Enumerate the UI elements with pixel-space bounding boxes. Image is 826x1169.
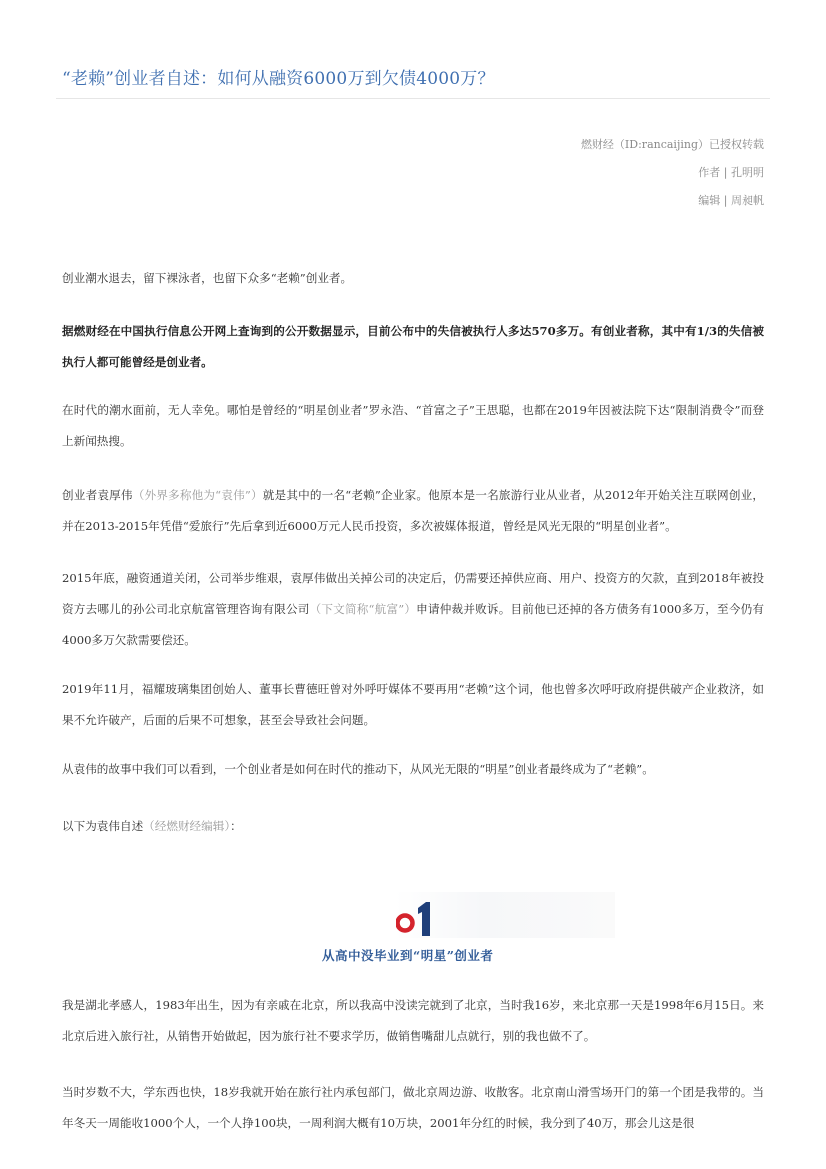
aside-note: （经燃财经编辑） bbox=[143, 819, 231, 833]
text-run: 就是其中的一名“老赖”企业家。他原本是一名旅游行业从业者，从2012年开始关注互联网创业，并在2013-2015年凭借“爱旅行”先后拿到近6000万元人民币投资，多次被媒体报道，曾经是风光无限的“明星创业者”。 bbox=[62, 488, 764, 533]
text-run: 创业者袁厚伟 bbox=[62, 488, 133, 502]
paragraph-narration-lead bbox=[62, 811, 764, 842]
editor-credit: 编辑 | 周昶帆 bbox=[698, 194, 764, 207]
section-01-icon bbox=[396, 898, 436, 938]
aside-note: （外界多称他为“袁伟”） bbox=[132, 488, 263, 502]
article-title: “老赖”创业者自述：如何从融资6000万到欠债4000万？ bbox=[62, 69, 495, 89]
paragraph-cao-dewang: 2019年11月，福耀玻璃集团创始人、董事长曹德旺曾对外呼吁媒体不要再用“老赖”这个词，他也曾多次呼吁政府提供破产企业救济，如果不允许破产，后面的后果不可想象，甚至会导致社会问题。 bbox=[62, 682, 764, 727]
author-credit: 作者 | 孔明明 bbox=[698, 166, 764, 179]
source-credit: 燃财经（ID:rancaijing）已授权转载 bbox=[580, 138, 764, 151]
paragraph-intro: 创业潮水退去，留下裸泳者，也留下众多“老赖”创业者。 bbox=[62, 271, 353, 285]
paragraph-early-career: 当时岁数不大，学东西也快，18岁我就开始在旅行社内承包部门，做北京周边游、收散客。北京南山滑雪场开门的第一个团是我带的。当年冬天一周能收1000个人，一个人挣100块，一周利润大概有10万块，2001年分红的时候，我分到了40万，那会儿这是很 bbox=[62, 1085, 764, 1130]
text-run: 以下为袁伟自述 bbox=[62, 819, 144, 833]
title-divider bbox=[56, 98, 770, 99]
aside-note: （下文简称“航富”） bbox=[309, 602, 417, 616]
paragraph-debt bbox=[62, 563, 764, 656]
paragraph-background: 我是湖北孝感人，1983年出生，因为有亲戚在北京，所以我高中没读完就到了北京，当时我16岁，来北京那一天是1998年6月15日。来北京后进入旅行社，从销售开始做起，因为旅行社不要求学历，做销售嘴甜儿点就行，别的我也做不了。 bbox=[62, 998, 764, 1043]
text-run: 2015年底，融资通道关闭，公司举步维艰，袁厚伟做出关掉公司的决定后，仍需要还掉供应商、用户、投资方的欠款，直到2018年被投资方去哪儿的孙公司北京航富管理咨询有限公司 bbox=[62, 571, 764, 616]
paragraph-statistics: 据燃财经在中国执行信息公开网上查询到的公开数据显示，目前公布中的失信被执行人多达570多万。有创业者称，其中有1/3的失信被执行人都可能曾经是创业者。 bbox=[62, 324, 764, 369]
text-run: ： bbox=[230, 819, 242, 833]
paragraph-tide: 在时代的潮水面前，无人幸免。哪怕是曾经的“明星创业者”罗永浩、“首富之子”王思聪，也都在2019年因被法院下达“限制消费令”而登上新闻热搜。 bbox=[62, 403, 764, 448]
paragraph-story-summary: 从袁伟的故事中我们可以看到，一个创业者是如何在时代的推动下，从风光无限的“明星”创业者最终成为了“老赖”。 bbox=[62, 762, 654, 776]
text-run: 申请仲裁并败诉。目前他已还掉的各方债务有1000多万，至今仍有4000多万欠款需要偿还。 bbox=[62, 602, 764, 647]
section-heading: 从高中没毕业到“明星”创业者 bbox=[322, 948, 494, 963]
paragraph-yuan-intro bbox=[62, 480, 764, 542]
